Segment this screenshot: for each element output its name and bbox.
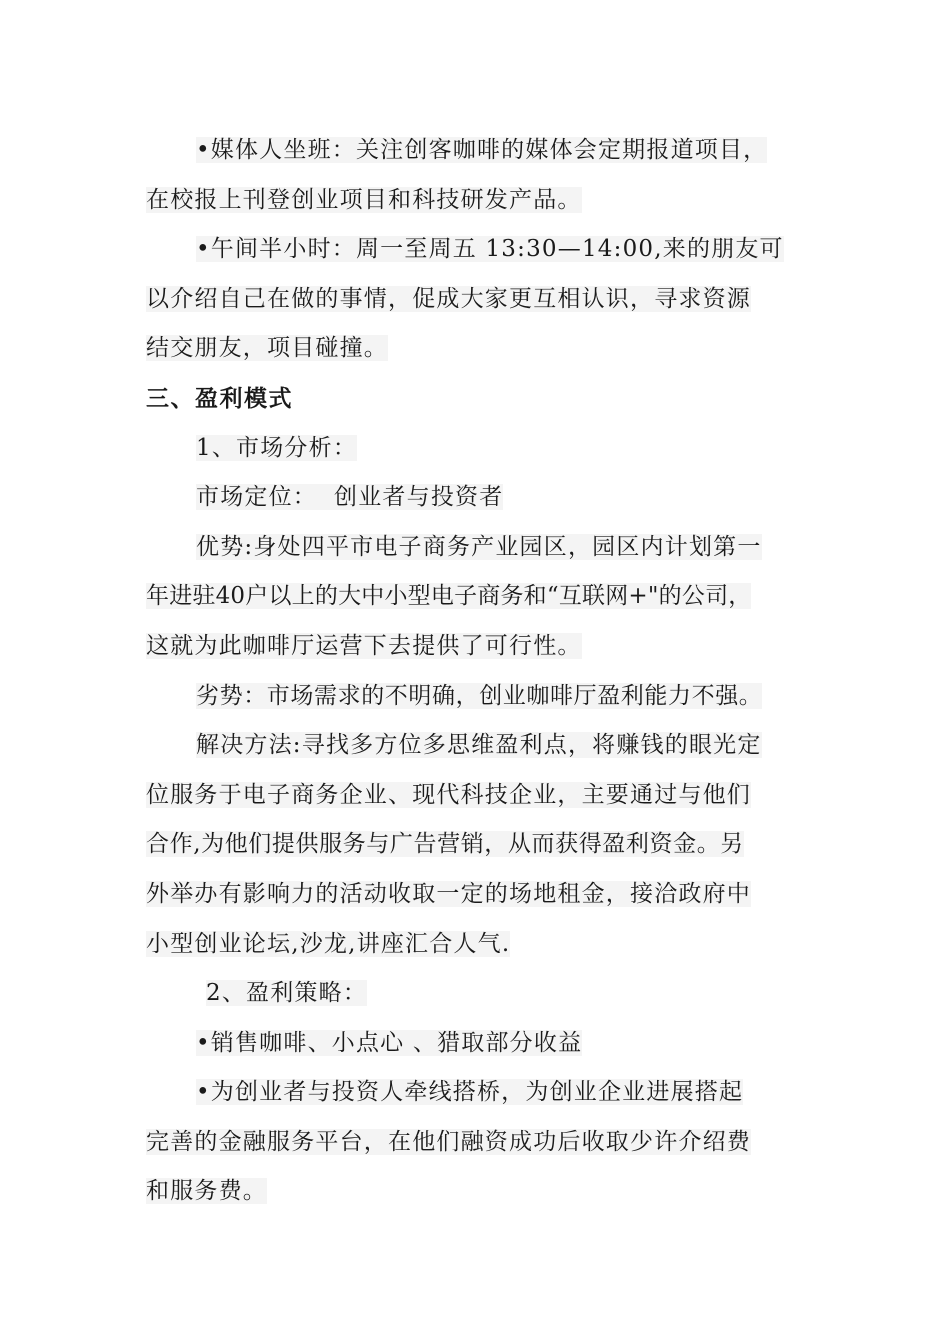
paragraph-media-residency — [146, 126, 808, 225]
paragraph-sell-coffee — [146, 1019, 808, 1069]
paragraph-market-positioning — [146, 473, 808, 523]
text-line: 小型创业论坛,沙龙,讲座汇合人气. — [146, 930, 511, 957]
paragraph-disadvantages — [146, 672, 808, 722]
subheading-market-analysis — [146, 424, 808, 474]
text-line: 这就为此咖啡厅运营下去提供了可行性。 — [146, 632, 582, 659]
subheading-profit-strategy — [146, 969, 808, 1019]
paragraph-matchmaking — [146, 1068, 808, 1217]
section-heading-profit-model — [146, 374, 808, 424]
text-line: 位服务于电子商务企业、现代科技企业，主要通过与他们 — [146, 781, 751, 808]
text-line: 结交朋友，项目碰撞。 — [146, 335, 388, 362]
text-line: 以介绍自己在做的事情，促成大家更互相认识，寻求资源 — [146, 285, 751, 312]
paragraph-advantages — [146, 523, 808, 672]
text-line: 合作,为他们提供服务与广告营销，从而获得盈利资金。另 — [146, 831, 744, 858]
text-line: •销售咖啡、小点心 、猎取部分收益 — [196, 1029, 583, 1056]
text-line: •午间半小时：周一至周五 13:30—14:00,来的朋友可 — [196, 236, 784, 263]
text-line: 市场定位： 创业者与投资者 — [196, 484, 504, 511]
document-page — [146, 126, 808, 1217]
text-line: 劣势：市场需求的不明确，创业咖啡厅盈利能力不强。 — [196, 682, 763, 709]
text-line: 和服务费。 — [146, 1178, 267, 1205]
text-line: •为创业者与投资人牵线搭桥，为创业企业进展搭起 — [196, 1079, 744, 1106]
text-line: 外举办有影响力的活动收取一定的场地租金，接洽政府中 — [146, 880, 751, 907]
text-line: 优势:身处四平市电子商务产业园区，园区内计划第一 — [196, 533, 762, 560]
section-heading: 三、盈利模式 — [146, 384, 293, 412]
text-line: 解决方法:寻找多方位多思维盈利点，将赚钱的眼光定 — [196, 732, 762, 759]
paragraph-solution — [146, 721, 808, 969]
text-line: 完善的金融服务平台，在他们融资成功后收取少许介绍费 — [146, 1128, 751, 1155]
text-line: 年进驻40户以上的大中小型电子商务和“互联网+"的公司， — [146, 583, 752, 610]
text-line: 在校报上刊登创业项目和科技研发产品。 — [146, 186, 582, 213]
text-line: •媒体人坐班：关注创客咖啡的媒体会定期报道项目， — [196, 137, 768, 163]
paragraph-noon-half-hour — [146, 225, 808, 374]
subheading: 2、盈利策略： — [206, 980, 368, 1007]
subheading: 1、市场分析： — [196, 434, 358, 461]
